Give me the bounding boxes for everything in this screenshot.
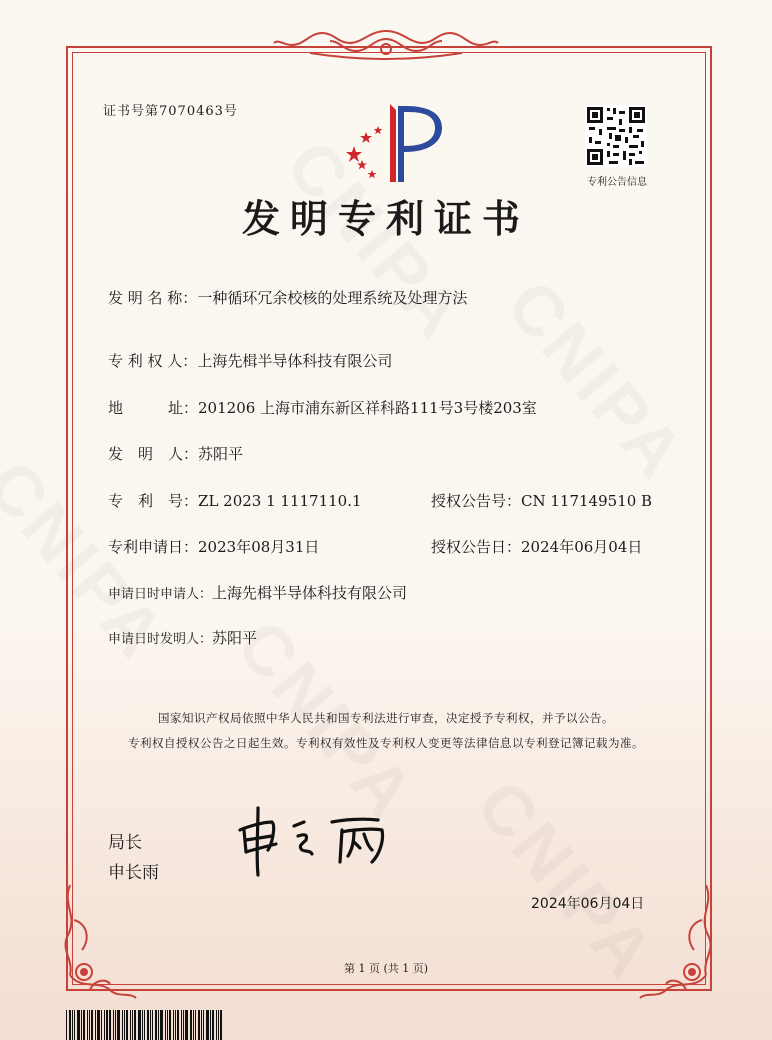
patent-number-row <box>108 490 362 511</box>
patentee-row <box>108 350 392 371</box>
qr-caption: 专利公告信息 <box>587 177 647 188</box>
field-label: 专利申请日： <box>108 538 199 556</box>
publication-number-value: CN 117149510 B <box>521 492 653 510</box>
applicant-at-filing-row <box>108 582 407 603</box>
address-value: 201206 上海市浦东新区祥科路111号3号楼203室 <box>198 399 537 417</box>
signatory-name: 申长雨 <box>108 863 159 883</box>
address-row <box>108 397 537 418</box>
notice-line-1: 国家知识产权局依照中华人民共和国专利法进行审查，决定授予专利权，并予以公告。 <box>158 711 614 725</box>
certificate-title: 发明专利证书 <box>241 197 530 241</box>
cnipa-emblem-icon <box>332 100 447 185</box>
barcode-icon <box>66 1010 271 1040</box>
page-number: 第 1 页 (共 1 页) <box>343 962 429 975</box>
patentee-value: 上海先楫半导体科技有限公司 <box>197 352 393 370</box>
publication-number-row <box>431 490 652 511</box>
bottom-left-ornament-icon <box>60 880 140 1005</box>
field-label: 专 利 号： <box>108 492 199 510</box>
filing-date-value: 2023年08月31日 <box>198 538 320 556</box>
issue-date: 2024年06月04日 <box>531 896 645 912</box>
bottom-right-ornament-icon <box>636 880 716 1005</box>
certificate-number: 证书号第7070463号 <box>103 104 238 119</box>
field-label: 地 址： <box>108 399 199 417</box>
inventor-row <box>108 443 243 464</box>
applicant-at-filing-value: 上海先楫半导体科技有限公司 <box>212 584 408 602</box>
invention-name-row <box>108 287 467 308</box>
signatory-title: 局长 <box>108 833 142 853</box>
qr-code-icon[interactable] <box>585 105 647 167</box>
top-ornament-icon <box>270 25 502 67</box>
field-label: 发 明 名 称： <box>108 289 198 307</box>
field-label: 申请日时申请人： <box>108 587 213 602</box>
field-label: 授权公告号： <box>431 492 522 510</box>
field-label: 专 利 权 人： <box>108 352 198 370</box>
field-label: 申请日时发明人： <box>108 632 213 647</box>
grant-date-row <box>431 536 642 557</box>
patent-number-value: ZL 2023 1 1117110.1 <box>198 492 362 510</box>
signature-icon <box>232 800 402 880</box>
inventor-at-filing-value: 苏阳平 <box>212 629 258 647</box>
invention-name-value: 一种循环冗余校核的处理系统及处理方法 <box>197 289 468 307</box>
inventor-at-filing-row <box>108 627 257 648</box>
field-label: 授权公告日： <box>431 538 522 556</box>
inventor-value: 苏阳平 <box>198 445 244 463</box>
filing-date-row <box>108 536 319 557</box>
notice-line-2: 专利权自授权公告之日起生效。专利权有效性及专利权人变更等法律信息以专利登记簿记载为准。 <box>128 736 644 750</box>
field-label: 发 明 人： <box>108 445 199 463</box>
grant-date-value: 2024年06月04日 <box>521 538 643 556</box>
